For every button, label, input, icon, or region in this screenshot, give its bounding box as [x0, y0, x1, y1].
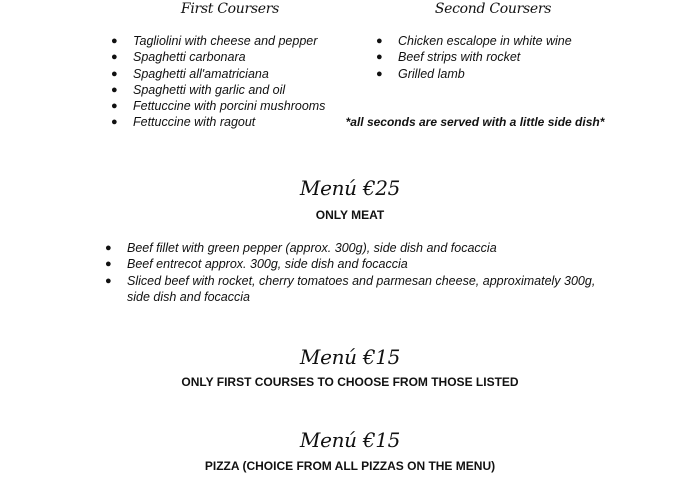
- dish-name: Sliced beef with rocket, cherry tomatoes and parmesan cheese, approximately 300g, side dish and focaccia: [127, 273, 596, 304]
- second-courses-heading: Second Coursers: [434, 1, 552, 17]
- menu-15-pizza-subtitle: PIZZA (CHOICE FROM ALL PIZZAS ON THE MENU): [204, 459, 496, 473]
- list-item: [105, 273, 597, 306]
- menu-25-title: Menú €25: [299, 176, 401, 200]
- bullet-icon: ●: [376, 67, 383, 80]
- list-item: [105, 256, 597, 272]
- list-item: [111, 82, 325, 98]
- bullet-icon: ●: [111, 116, 118, 129]
- bullet-icon: ●: [111, 83, 118, 96]
- dish-name: Chicken escalope in white wine: [398, 34, 572, 48]
- dish-name: Beef strips with rocket: [398, 50, 521, 65]
- list-item: [111, 98, 326, 114]
- menu-25-subtitle: ONLY MEAT: [315, 208, 385, 222]
- list-item: [376, 33, 572, 49]
- bullet-icon: ●: [376, 35, 383, 47]
- bullet-icon: ●: [111, 100, 118, 113]
- dish-name: Spaghetti with garlic and oil: [133, 82, 286, 97]
- bullet-icon: ●: [105, 258, 112, 271]
- dish-name: Beef fillet with green pepper (approx. 300g), side dish and focaccia: [127, 241, 497, 255]
- list-item: [376, 66, 572, 82]
- meat-menu-list: [105, 240, 597, 305]
- bullet-icon: ●: [111, 51, 118, 64]
- list-item: [105, 240, 597, 256]
- bullet-icon: ●: [111, 35, 118, 47]
- bullet-icon: ●: [105, 274, 112, 287]
- list-item: [111, 114, 325, 130]
- bullet-icon: ●: [376, 51, 383, 64]
- dish-name: Fettuccine with ragout: [133, 115, 256, 130]
- second-courses-list: [376, 33, 572, 82]
- dish-name: Spaghetti all'amatriciana: [133, 66, 269, 81]
- menu-15-first-subtitle: ONLY FIRST COURSES TO CHOOSE FROM THOSE LISTED: [181, 375, 519, 389]
- menu-15-pizza-title: Menú €15: [299, 428, 401, 452]
- dish-name: Grilled lamb: [398, 66, 465, 81]
- dish-name: Fettuccine with porcini mushrooms: [133, 99, 326, 114]
- dish-name: Beef entrecot approx. 300g, side dish and focaccia: [127, 257, 408, 272]
- bullet-icon: ●: [111, 67, 118, 80]
- dish-name: Tagliolini with cheese and pepper: [133, 34, 318, 48]
- menu-15-first-title: Menú €15: [299, 345, 401, 369]
- list-item: [111, 33, 325, 49]
- side-dish-note: *all seconds are served with a little side dish*: [345, 115, 605, 129]
- first-courses-list: [111, 33, 326, 131]
- first-courses-heading: First Coursers: [180, 1, 280, 17]
- list-item: [111, 49, 325, 65]
- dish-name: Spaghetti carbonara: [133, 50, 246, 65]
- bullet-icon: ●: [105, 242, 112, 254]
- list-item: [111, 66, 325, 82]
- list-item: [376, 49, 572, 65]
